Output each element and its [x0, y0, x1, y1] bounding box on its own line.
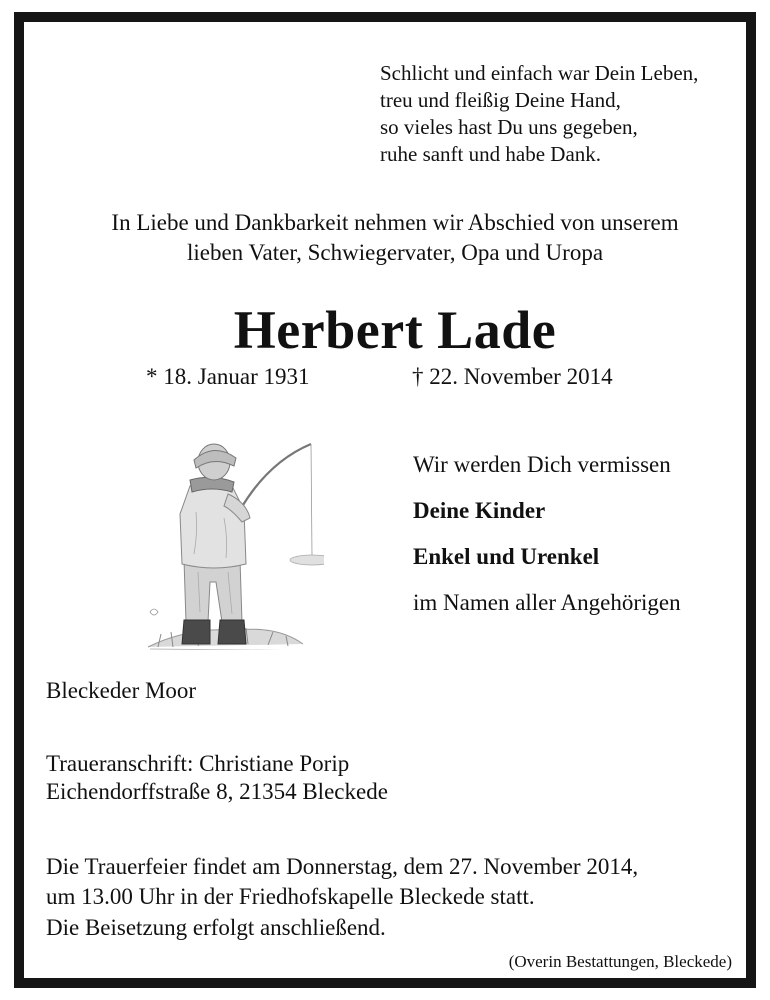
service-line: um 13.00 Uhr in der Friedhofskapelle Bleckede statt.: [46, 884, 535, 909]
intro-line: lieben Vater, Schwiegervater, Opa und Uropa: [186, 240, 604, 265]
funeral-service-info: [46, 852, 638, 912]
mourners-grandchildren: Enkel und Urenkel: [413, 544, 600, 569]
poem-line: so vieles hast Du uns gegeben,: [380, 115, 638, 139]
poem-line: treu und fleißig Deine Hand,: [380, 88, 621, 112]
place-of-residence: Bleckeder Moor: [46, 678, 197, 703]
death-date: † 22. November 2014: [412, 364, 613, 389]
mourners-block: [413, 450, 681, 634]
obituary-notice: [14, 12, 756, 988]
condolence-address: [46, 750, 388, 806]
intro-text: [24, 208, 766, 268]
poem-line: Schlicht und einfach war Dein Leben,: [380, 61, 699, 85]
deceased-name: Herbert Lade: [233, 300, 557, 360]
address-line: Traueranschrift: Christiane Porip: [46, 751, 350, 776]
address-line: Eichendorffstraße 8, 21354 Bleckede: [46, 779, 388, 804]
poem-line: ruhe sanft und habe Dank.: [380, 142, 602, 166]
mourners-message: Wir werden Dich vermissen: [413, 452, 671, 477]
funeral-home: (Overin Bestattungen, Bleckede): [508, 952, 732, 971]
intro-line: In Liebe und Dankbarkeit nehmen wir Abschied von unserem: [111, 210, 679, 235]
fisherman-drawing-icon: [128, 422, 324, 650]
birth-date: * 18. Januar 1931: [146, 364, 310, 389]
service-line: Die Trauerfeier findet am Donnerstag, dem 27. November 2014,: [46, 854, 639, 879]
mourners-children: Deine Kinder: [413, 498, 546, 523]
burial-info: Die Beisetzung erfolgt anschließend.: [46, 915, 386, 940]
mourners-relatives: im Namen aller Angehörigen: [413, 590, 681, 615]
poem: [380, 60, 698, 168]
